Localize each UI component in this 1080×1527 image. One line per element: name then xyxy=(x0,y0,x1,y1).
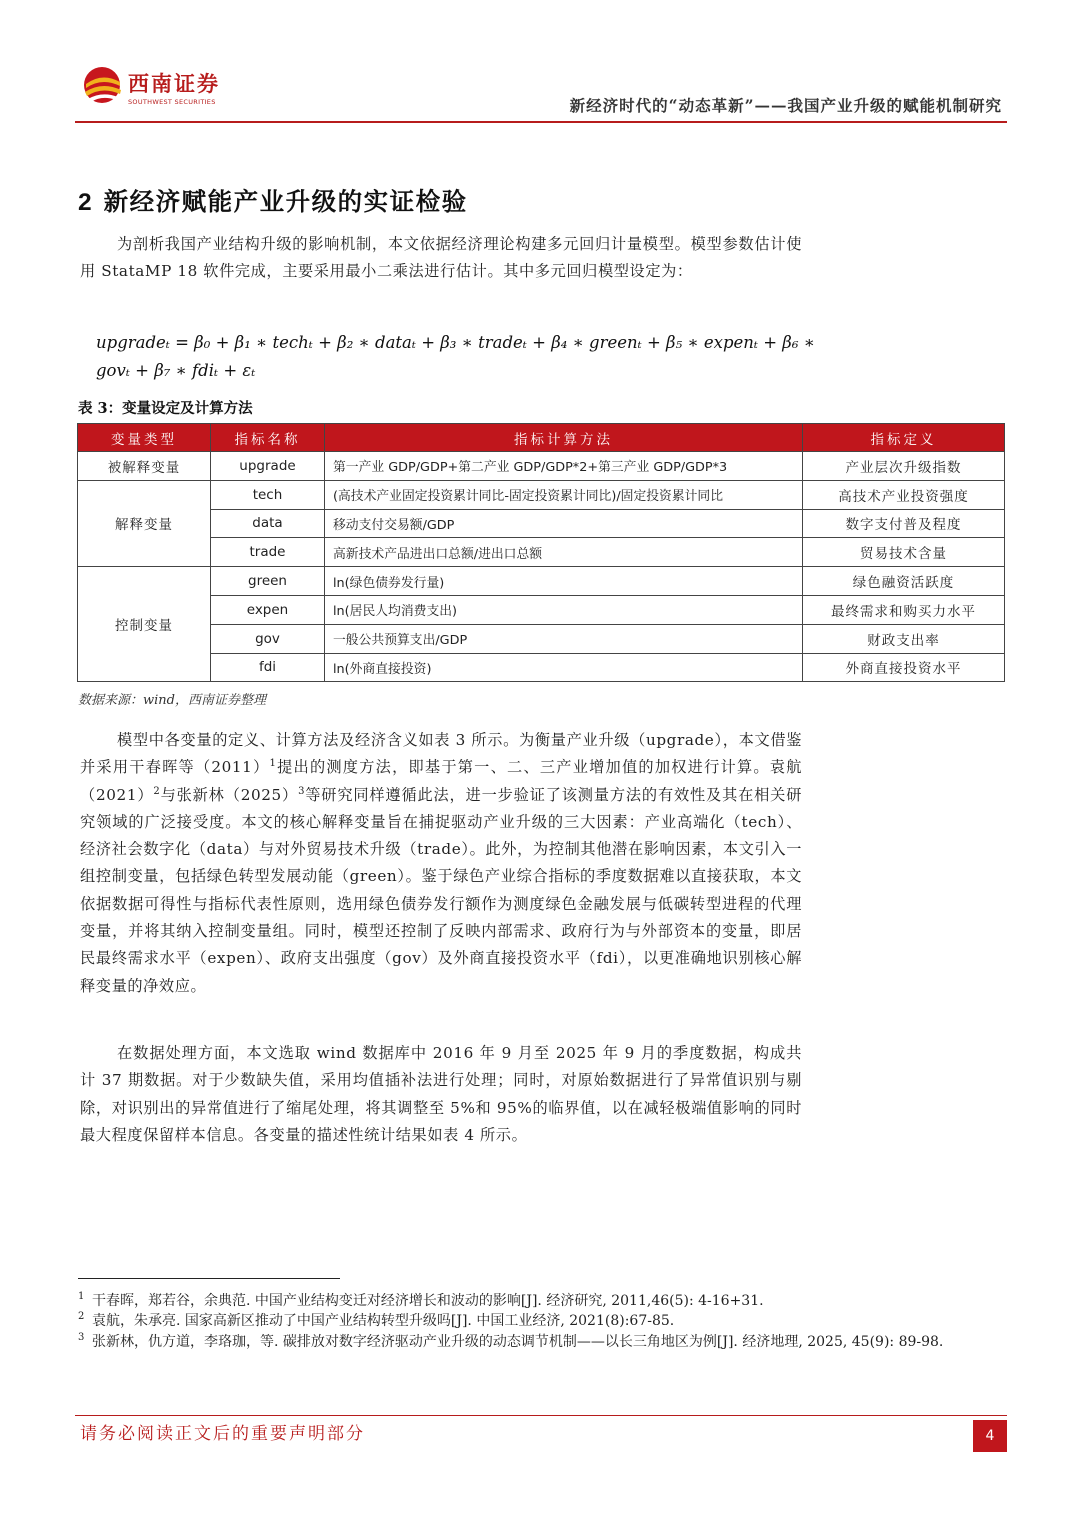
footnote-2 xyxy=(78,1311,982,1332)
table-row xyxy=(78,653,1005,682)
table-row xyxy=(78,595,1005,624)
group-dependent: 被解释变量 xyxy=(78,452,211,481)
footnote-number: 1 xyxy=(78,1291,85,1302)
indicator-name: expen xyxy=(211,595,325,624)
indicator-name: upgrade xyxy=(211,452,325,481)
indicator-name: data xyxy=(211,509,325,538)
section-number: 2 xyxy=(78,189,92,216)
indicator-definition: 财政支出率 xyxy=(803,624,1005,653)
indicator-method: ln(绿色债券发行量) xyxy=(325,567,803,596)
paragraph-text: 与张新林（2025） xyxy=(160,785,299,804)
indicator-name: fdi xyxy=(211,653,325,682)
table-row xyxy=(78,538,1005,567)
footnote-divider xyxy=(78,1278,340,1279)
paragraph-text: 等研究同样遵循此法，进一步验证了该测量方法的有效性及其在相关研究领域的广泛接受度。本文的核心解释变量旨在捕捉驱动产业升级的三大因素：产业高端化（tech）、经济社会数字化（data）与对外贸易技术升级（trade）。此外，为控制其他潜在影响因素，本文引入一组控制变量，包括绿色转型发展动能（green）。鉴于绿色产业综合指标的季度数据难以直接获取，本文依据数据可得性与指标代表性原则，选用绿色债券发行额作为测度绿色金融发展与低碳转型进程的代理变量，并将其纳入控制变量组。同时，模型还控制了反映内部需求、政府行为与外部资本的变量，即居民最终需求水平（expen）、政府支出强度（gov）及外商直接投资水平（fdi），以更准确地识别核心解释变量的净效应。 xyxy=(80,785,802,995)
logo-wordmark: 西南证券 xyxy=(128,71,220,96)
indicator-definition: 高技术产业投资强度 xyxy=(803,480,1005,509)
logo-sun-icon xyxy=(82,64,126,108)
footnote-3 xyxy=(78,1332,972,1353)
indicator-method: 高新技术产品进出口总额/进出口总额 xyxy=(325,538,803,567)
footnote-ref-2[interactable]: 2 xyxy=(153,785,161,797)
intro-paragraph: 为剖析我国产业结构升级的影响机制，本文依据经济理论构建多元回归计量模型。模型参数估计使用 StataMP 18 软件完成，主要采用最小二乘法进行估计。其中多元回归模型设定为： xyxy=(80,235,802,281)
table-row xyxy=(78,624,1005,653)
table-caption: 表 3：变量设定及计算方法 xyxy=(78,400,253,417)
footnote-text: 干春晖，郑若谷，余典范. 中国产业结构变迁对经济增长和波动的影响[J]. 经济研究, 2011,46(5): 4-16+31. xyxy=(92,1293,764,1309)
indicator-method: 一般公共预算支出/GDP xyxy=(325,624,803,653)
footnote-number: 2 xyxy=(78,1311,85,1322)
body-paragraph-data-processing: 在数据处理方面，本文选取 wind 数据库中 2016 年 9 月至 2025 年 9 月的季度数据，构成共计 37 期数据。对于少数缺失值，采用均值插补法进行处理；同时，对原始数据进行了异常值识别与剔除，对识别出的异常值进行了缩尾处理，将其调整至 5%和 95%的临界值，以在减轻极端值影响的同时最大程度保留样本信息。各变量的描述性统计结果如表 4 所示。 xyxy=(80,1044,802,1144)
table-row xyxy=(78,567,1005,596)
table-row xyxy=(78,452,1005,481)
indicator-name: gov xyxy=(211,624,325,653)
table-row xyxy=(78,509,1005,538)
logo-english-name: SOUTHWEST SECURITIES xyxy=(128,98,216,106)
indicator-method: ln(居民人均消费支出) xyxy=(325,595,803,624)
paragraph-text: 提出的测度方法，即基于第一、二、三产业增加值的加权进行计算。袁航（2021） xyxy=(80,758,803,804)
report-title: 新经济时代的“动态革新”——我国产业升级的赋能机制研究 xyxy=(569,96,1002,115)
page-number: 4 xyxy=(973,1420,1007,1452)
footnote-number: 3 xyxy=(78,1332,85,1343)
footnote-ref-1[interactable]: 1 xyxy=(269,758,277,770)
indicator-definition: 外商直接投资水平 xyxy=(803,653,1005,682)
indicator-definition: 最终需求和购买力水平 xyxy=(803,595,1005,624)
table-row xyxy=(78,480,1005,509)
indicator-definition: 数字支付普及程度 xyxy=(803,509,1005,538)
section-title: 新经济赋能产业升级的实证检验 xyxy=(103,187,468,216)
footnote-text: 张新林，仇方道，李珞珈，等. 碳排放对数字经济驱动产业升级的动态调节机制——以长三角地区为例[J]. 经济地理, 2025, 45(9): 89-98. xyxy=(92,1334,944,1350)
formula-line-2: govₜ + β₇ ∗ fdiₜ + εₜ xyxy=(96,361,256,380)
footer-divider xyxy=(75,1415,1007,1416)
indicator-method: (高技术产业固定投资累计同比-固定投资累计同比)/固定投资累计同比 xyxy=(325,480,803,509)
indicator-name: trade xyxy=(211,538,325,567)
paragraph-text: 模型中各变量的定义、计算方法及经济含义如表 3 所示。为衡量产业升级（upgrade），本文借鉴并采用干春晖等（2011） xyxy=(80,731,802,777)
indicator-name: tech xyxy=(211,480,325,509)
footnote-ref-3[interactable]: 3 xyxy=(298,785,306,797)
indicator-method: 移动支付交易额/GDP xyxy=(325,509,803,538)
indicator-definition: 贸易技术含量 xyxy=(803,538,1005,567)
indicator-definition: 产业层次升级指数 xyxy=(803,452,1005,481)
header-calculation-method: 指标计算方法 xyxy=(325,424,803,452)
indicator-method: 第一产业 GDP/GDP+第二产业 GDP/GDP*2+第三产业 GDP/GDP*3 xyxy=(325,452,803,481)
group-control: 控制变量 xyxy=(78,567,211,682)
table-header-row xyxy=(78,424,1005,452)
indicator-definition: 绿色融资活跃度 xyxy=(803,567,1005,596)
header-divider xyxy=(75,121,1007,123)
indicator-name: green xyxy=(211,567,325,596)
disclaimer-notice[interactable]: 请务必阅读正文后的重要声明部分 xyxy=(80,1424,365,1444)
regression-formula xyxy=(96,329,815,385)
header-indicator-name: 指标名称 xyxy=(211,424,325,452)
section-heading xyxy=(78,183,468,218)
body-paragraph-variables xyxy=(80,727,802,1000)
indicator-method: ln(外商直接投资) xyxy=(325,653,803,682)
header-indicator-definition: 指标定义 xyxy=(803,424,1005,452)
formula-line-1: upgradeₜ = β₀ + β₁ ∗ techₜ + β₂ ∗ dataₜ + β₃ ∗ tradeₜ + β₄ ∗ greenₜ + β₅ ∗ expenₜ + β₆ ∗ xyxy=(96,333,815,352)
variable-table xyxy=(77,423,1005,682)
footnote-1 xyxy=(78,1291,982,1312)
group-explanatory: 解释变量 xyxy=(78,480,211,566)
table-source-note: 数据来源：wind，西南证券整理 xyxy=(78,693,266,708)
header-variable-type: 变量类型 xyxy=(78,424,211,452)
footnote-text: 袁航，朱承亮. 国家高新区推动了中国产业结构转型升级吗[J]. 中国工业经济, 2021(8):67-85. xyxy=(92,1313,675,1329)
